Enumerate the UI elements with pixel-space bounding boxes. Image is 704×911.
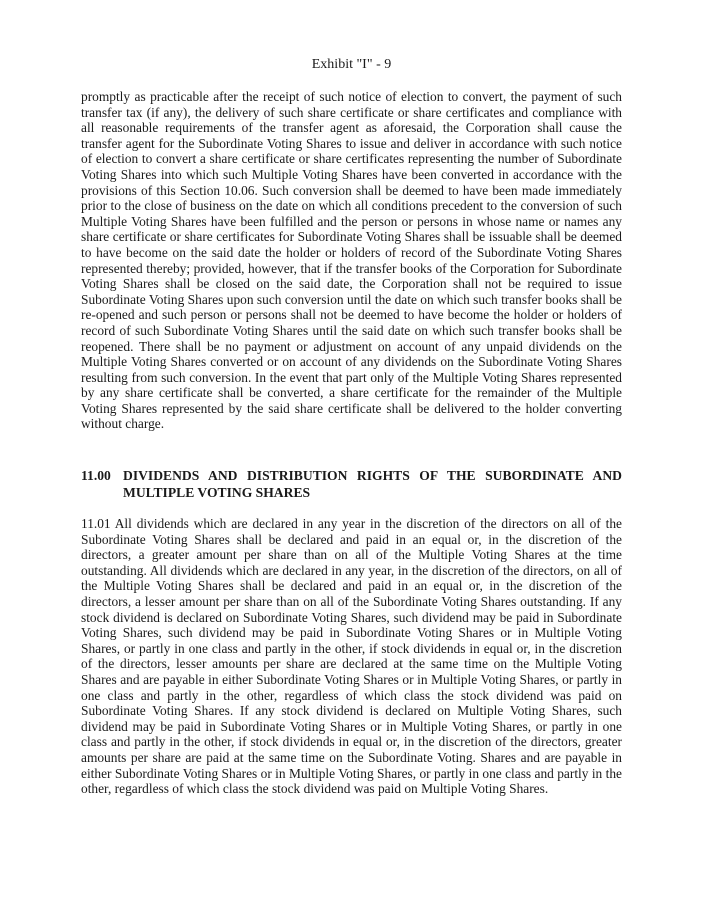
exhibit-header: Exhibit "I" - 9 <box>311 57 392 72</box>
section-heading <box>81 467 622 501</box>
section-title: DIVIDENDS AND DISTRIBUTION RIGHTS OF THE SUBORDINATE AND MULTIPLE VOTING SHARES <box>123 468 622 500</box>
paragraph-11-01: 11.01 All dividends which are declared in any year in the discretion of the directors on all of the Subordinate Voting Shares shall be declared and paid in an equal or, in the discretion of the directors, a greater amount per share than on all of the Multiple Voting Shares at the time outstanding. All dividends which are declared in any year, in the discretion of the directors, on all of the Multiple Voting Shares shall be declared and paid in an equal or, in the discretion of the directors, a lesser amount per share than on all of the Subordinate Voting Shares outstanding. If any stock dividend is declared on Subordinate Voting Shares, such dividend may be paid in Subordinate Voting Shares, such dividend may be paid in Subordinate Voting Shares or in Multiple Voting Shares, or partly in one class and partly in the other, if stock dividends in equal or, in the discretion of the directors, lesser amounts per share are declared at the same time on the Multiple Voting Shares and are payable in either Subordinate Voting Shares or in Multiple Voting Shares, or partly in one class and partly in the other, regardless of which class the stock dividend was paid on Subordinate Voting Shares. If any stock dividend is declared on Multiple Voting Shares, such dividend may be paid in Subordinate Voting Shares or in Multiple Voting Shares, or partly in one class and partly in the other, if stock dividends in equal or, in the discretion of the directors, greater amounts per share are paid at the same time on the Subordinate Voting. Shares and are payable in either Subordinate Voting Shares or in Multiple Voting Shares, or partly in one class and partly in the other, regardless of which class the stock dividend was paid on Multiple Voting Shares. <box>81 516 622 797</box>
continued-paragraph: promptly as practicable after the receipt of such notice of election to convert, the payment of such transfer tax (if any), the delivery of such share certificate or share certificates and compliance with all reasonable requirements of the transfer agent as aforesaid, the Corporation shall cause the transfer agent for the Subordinate Voting Shares to issue and deliver in accordance with such notice of election to convert a share certificate or share certificates representing the number of Subordinate Voting Shares into which such Multiple Voting Shares have been converted in accordance with the provisions of this Section 10.06. Such conversion shall be deemed to have been made immediately prior to the close of business on the date on which all conditions precedent to the conversion of such Multiple Voting Shares have been fulfilled and the person or persons in whose name or names any share certificate or share certificates for Subordinate Voting Shares shall be issuable shall be deemed to have become on the said date the holder or holders of record of the Subordinate Voting Shares represented thereby; provided, however, that if the transfer books of the Corporation for Subordinate Voting Shares shall be closed on the said date, the Corporation shall not be required to issue Subordinate Voting Shares upon such conversion until the date on which such transfer books shall be re-opened and such person or persons shall not be deemed to have become the holder or holders of record of such Subordinate Voting Shares until the said date on which such transfer books shall be reopened. There shall be no payment or adjustment on account of any unpaid dividends on the Multiple Voting Shares converted or on account of any dividends on the Subordinate Voting Shares resulting from such conversion. In the event that part only of the Multiple Voting Shares represented by any share certificate shall be converted, a share certificate for the remainder of the Multiple Voting Shares represented by the said share certificate shall be delivered to the holder converting without charge. <box>81 89 622 432</box>
section-number: 11.00 <box>81 468 111 483</box>
